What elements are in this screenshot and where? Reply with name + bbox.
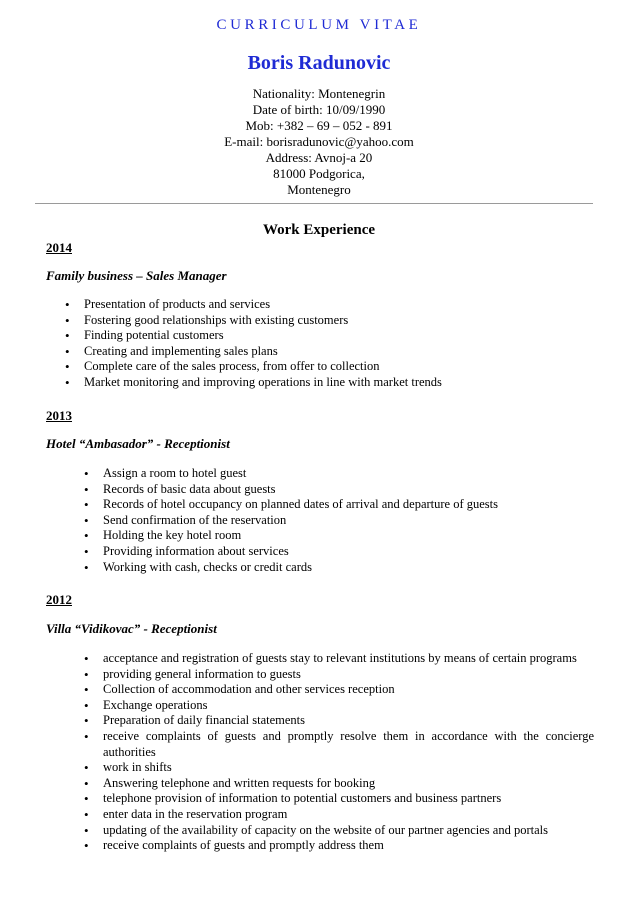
mobile-line: Mob: +382 – 69 – 052 - 891 <box>245 118 393 133</box>
list-item: • Creating and implementing sales plans <box>65 344 585 360</box>
list-item: • Complete care of the sales process, from offer to collection <box>65 359 585 375</box>
job-year: 2012 <box>46 592 72 607</box>
job-title: Hotel “Ambasador” - Receptionist <box>46 436 230 451</box>
list-item: • Market monitoring and improving operations in line with market trends <box>65 375 585 391</box>
header-divider <box>35 203 593 204</box>
list-item: • receive complaints of guests and promptly address them <box>84 838 594 854</box>
nationality-line: Nationality: Montenegrin <box>252 86 386 101</box>
list-item: • telephone provision of information to potential customers and business partners <box>84 791 594 807</box>
section-title-work-experience: Work Experience <box>262 222 376 238</box>
list-item: • Collection of accommodation and other services reception <box>84 682 594 698</box>
job-year: 2013 <box>46 408 72 423</box>
job-duties-list <box>65 297 585 391</box>
list-item: • Assign a room to hotel guest <box>84 466 584 482</box>
job-duties-list <box>84 651 594 854</box>
list-item: • receive complaints of guests and promptly resolve them in accordance with the concierge authorities <box>84 729 594 760</box>
cv-heading: CURRICULUM VITAE <box>216 17 422 33</box>
job-title: Family business – Sales Manager <box>46 268 227 283</box>
address-line-1: Address: Avnoj-a 20 <box>265 150 373 165</box>
list-item: • Working with cash, checks or credit cards <box>84 560 584 576</box>
list-item: • Providing information about services <box>84 544 584 560</box>
list-item: • providing general information to guests <box>84 667 594 683</box>
list-item: • Holding the key hotel room <box>84 528 584 544</box>
email-line: E-mail: borisradunovic@yahoo.com <box>224 134 414 149</box>
list-item: • Preparation of daily financial statements <box>84 713 594 729</box>
list-item: • Answering telephone and written requests for booking <box>84 776 594 792</box>
address-line-3: Montenegro <box>287 182 351 197</box>
contact-block <box>0 86 638 198</box>
job-year: 2014 <box>46 240 72 255</box>
list-item: • Records of hotel occupancy on planned dates of arrival and departure of guests <box>84 497 584 513</box>
list-item: • acceptance and registration of guests stay to relevant institutions by means of certain programs <box>84 651 594 667</box>
list-item: • work in shifts <box>84 760 594 776</box>
address-line-2: 81000 Podgorica, <box>273 166 365 181</box>
list-item: • Fostering good relationships with existing customers <box>65 313 585 329</box>
list-item: • Exchange operations <box>84 698 594 714</box>
list-item: • Send confirmation of the reservation <box>84 513 584 529</box>
job-title: Villa “Vidikovac” - Receptionist <box>46 621 217 636</box>
list-item: • Records of basic data about guests <box>84 482 584 498</box>
list-item: • updating of the availability of capacity on the website of our partner agencies and portals <box>84 823 594 839</box>
date-of-birth-line: Date of birth: 10/09/1990 <box>252 102 386 117</box>
candidate-name: Boris Radunovic <box>247 52 391 74</box>
list-item: • Presentation of products and services <box>65 297 585 313</box>
job-duties-list <box>84 466 584 575</box>
list-item: • enter data in the reservation program <box>84 807 594 823</box>
list-item: • Finding potential customers <box>65 328 585 344</box>
